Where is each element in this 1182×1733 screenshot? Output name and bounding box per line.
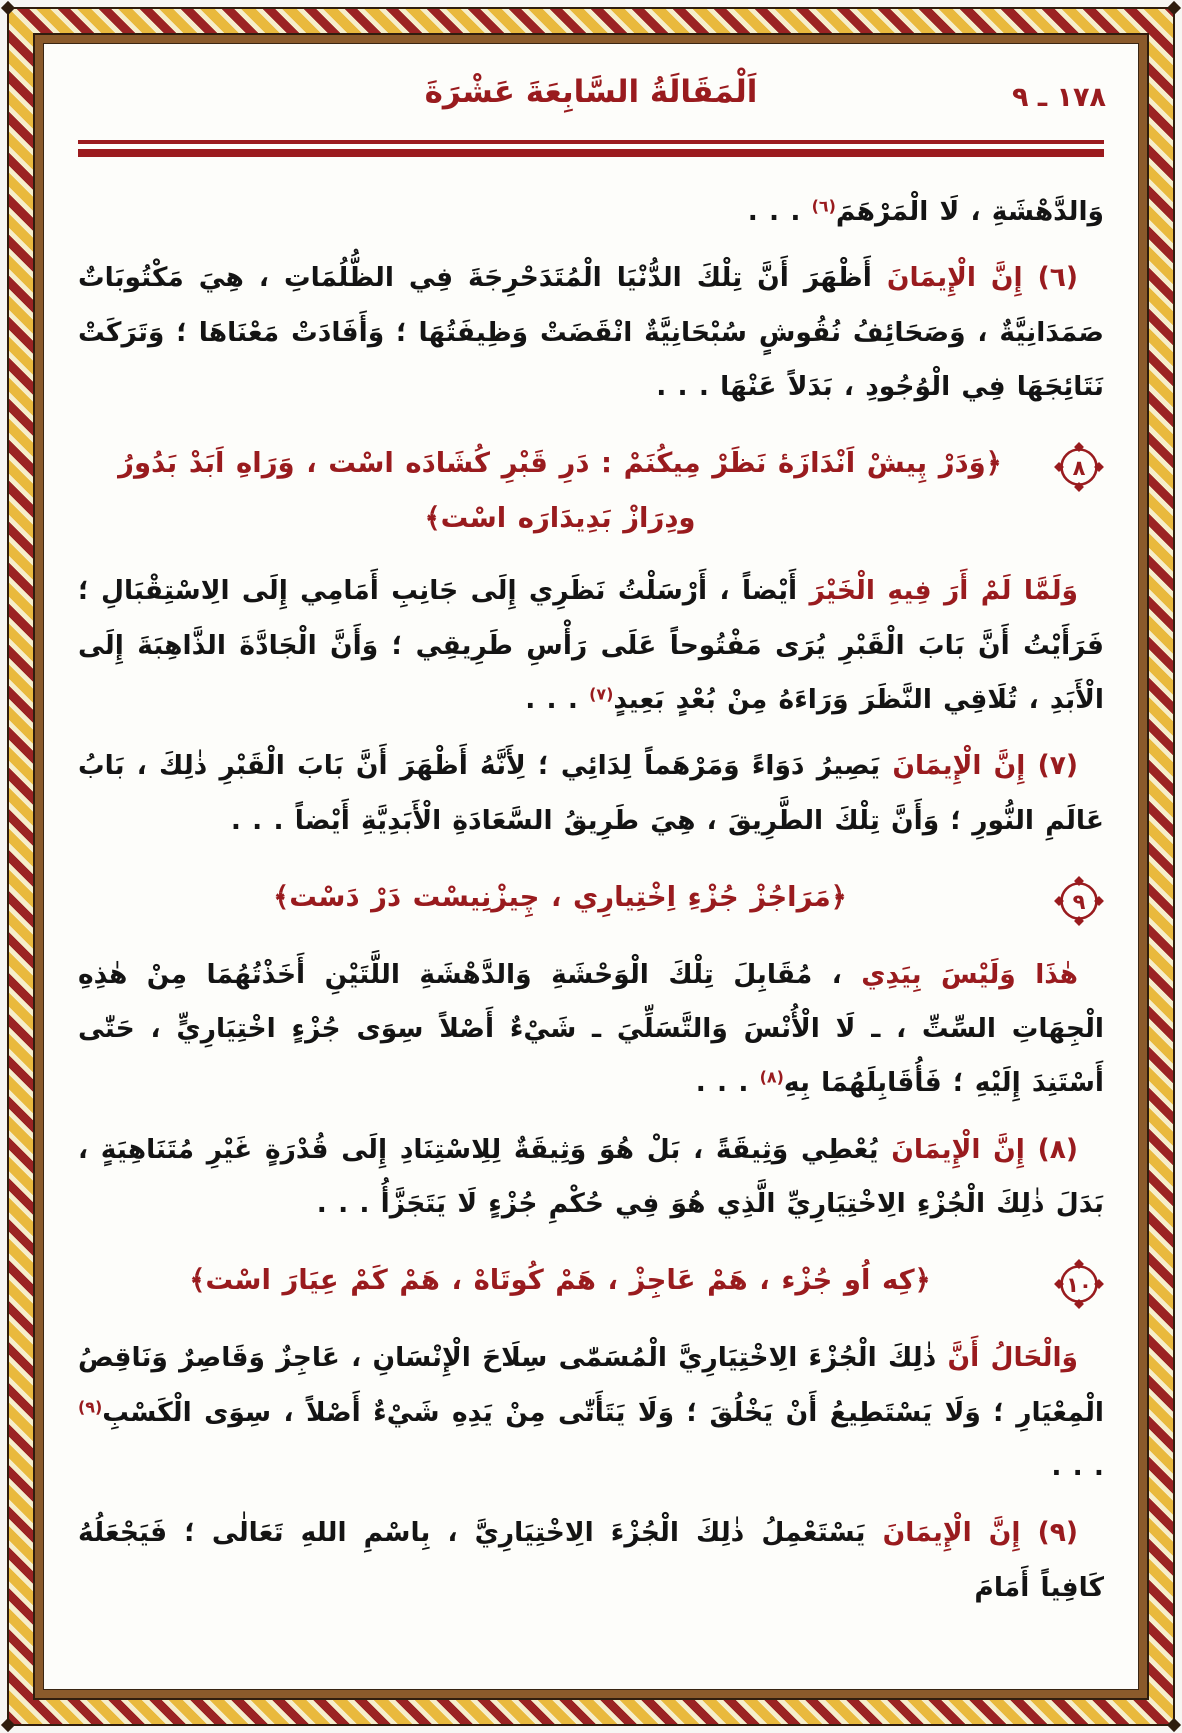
body-text: يَصِيرُ دَوَاءً وَمَرْهَماً لِدَائِي ؛ لِأَنَّهُ أَظْهَرَ أَنَّ بَابَ الْقَبْرِ ذٰلِكَ ، بَابُ عَالَمِ النُّورِ ؛ وَأَنَّ تِلْكَ الطَّرِيقَ ، هِيَ طَرِيقُ السَّعَادَةِ الْأَبَدِيَّةِ أَيْضاً . . . xyxy=(78,750,1104,836)
body-paragraph xyxy=(78,739,1104,848)
verse-block xyxy=(78,1253,1104,1313)
divider-thick-rule xyxy=(78,149,1104,157)
verse-text: ﴿مَرَاجُزْ جُزْءِ اِخْتِيارِي ، چِيزْنِيسْت دَرْ دَسْت﴾ xyxy=(273,880,847,913)
verse-text: ﴿كِه اُو جُزْء ، هَمْ عَاجِزْ ، هَمْ كُوتَاهْ ، هَمْ كَمْ عِيَارَ اسْت﴾ xyxy=(189,1264,931,1297)
page-title: اَلْمَقَالَةُ السَّابِعَةَ عَشْرَةَ xyxy=(424,74,758,110)
highlight-text: هٰذَا وَلَيْسَ بِيَدِي xyxy=(841,958,1078,990)
highlight-text: (٨) إِنَّ الْإِيمَانَ xyxy=(878,1133,1079,1165)
highlight-text: (٧) إِنَّ الْإِيمَانَ xyxy=(880,750,1078,782)
body-text: . . . xyxy=(695,1067,760,1099)
highlight-text: (٩) إِنَّ الْإِيمَانَ xyxy=(865,1517,1079,1549)
body-paragraph xyxy=(78,1506,1104,1615)
body-content xyxy=(78,173,1104,1671)
verse-number-medallion-icon xyxy=(1054,1259,1104,1309)
body-paragraph xyxy=(78,564,1104,727)
body-text: ذٰلِكَ الْجُزْءَ الِاخْتِيَارِيَّ الْمُسَمّٰى سِلَاحَ الْإِنْسَانِ ، عَاجِزٌ وَقَاصِرٌ وَنَاقِصُ الْمِعْيَارِ ؛ وَلَا يَسْتَطِيعُ أَنْ يَخْلُقَ ؛ وَلَا يَتَأَتّٰى مِنْ يَدِهِ شَيْءٌ أَصْلاً ، سِوَى الْكَسْبِ xyxy=(78,1342,1104,1428)
svg-text:٨: ٨ xyxy=(1072,456,1086,481)
body-text: . . . xyxy=(747,196,812,227)
verse-number-medallion-icon xyxy=(1054,442,1104,492)
verse-medallion xyxy=(1054,442,1104,496)
body-text: أَيْضاً ، أَرْسَلْتُ نَظَرِي إِلَى جَانِبِ أَمَامِي إِلَى الِاسْتِقْبَالِ ؛ فَرَأَيْتُ أَنَّ بَابَ الْقَبْرِ يُرَى مَفْتُوحاً عَلَى رَأْسِ طَرِيقِي ؛ وَأَنَّ الْجَادَّةَ الذَّاهِبَةَ إِلَى الْأَبَدِ ، تُلَاقِي النَّظَرَ وَرَاءَهُ مِنْ بُعْدٍ بَعِيدٍ xyxy=(78,575,1104,715)
body-text: يُعْطِي وَثِيقَةً ، بَلْ هُوَ وَثِيقَةٌ لِلِاسْتِنَادِ إِلَى قُدْرَةٍ غَيْرِ مُتَنَاهِيَةٍ ، بَدَلَ ذٰلِكَ الْجُزْءِ الِاخْتِيَارِيِّ الَّذِي هُوَ فِي حُكْمِ جُزْءٍ لَا يَتَجَزَّأُ . . . xyxy=(78,1133,1104,1220)
body-text: يَسْتَعْمِلُ ذٰلِكَ الْجُزْءَ الِاخْتِيَارِيَّ ، بِاسْمِ اللهِ تَعَالٰى ؛ فَيَجْعَلُهُ كَافِياً أَمَامَ xyxy=(78,1517,1104,1603)
divider-thin-rule xyxy=(78,140,1104,144)
verse-medallion xyxy=(1054,1259,1104,1313)
body-paragraph xyxy=(78,1123,1104,1232)
verse-medallion xyxy=(1054,876,1104,930)
body-text: . . . xyxy=(1051,1451,1104,1482)
body-text: . . . xyxy=(525,683,590,715)
highlight-text: وَالْحَالُ أَنَّ xyxy=(936,1342,1079,1374)
footnote-ref: (٦) xyxy=(811,196,836,216)
page-sheet xyxy=(43,43,1139,1690)
svg-text:٩: ٩ xyxy=(1072,889,1086,914)
page-number: ١٧٨ ـ ٩ xyxy=(1012,82,1106,113)
svg-text:١٠: ١٠ xyxy=(1066,1273,1092,1298)
verse-text: ﴿وَدَرْ پِيشْ اَنْدَازَهٔ نَظَرْ مِيكُنَمْ : دَرِ قَبْرِ كُشَادَه اسْت ، وَرَاهِ اَبَدْ بَدُورُ ودِرَازْ بَدِيدَارَه اسْت﴾ xyxy=(118,447,1002,535)
highlight-text: وَلَمَّا لَمْ أَرَ فِيهِ الْخَيْرَ xyxy=(797,575,1078,607)
footnote-ref: (٨) xyxy=(759,1067,784,1087)
body-paragraph xyxy=(78,251,1104,414)
verse-block xyxy=(78,870,1104,930)
verse-number-medallion-icon xyxy=(1054,876,1104,926)
highlight-text: (٦) إِنَّ الْإِيمَانَ xyxy=(871,262,1078,294)
header-divider xyxy=(78,140,1104,157)
footnote-ref: (٩) xyxy=(78,1396,103,1416)
body-text: أَظْهَرَ أَنَّ تِلْكَ الدُّنْيَا الْمُتَدَحْرِجَةَ فِي الظُّلُمَاتِ ، هِيَ مَكْتُوبَاتٌ صَمَدَانِيَّةٌ ، وَصَحَائِفُ نُقُوشٍ سُبْحَانِيَّةٌ انْقَضَتْ وَظِيفَتُهَا ؛ وَأَفَادَتْ مَعْنَاهَا ؛ وَتَرَكَتْ نَتَائِجَهَا فِي الْوُجُودِ ، بَدَلاً عَنْهَا . . . xyxy=(78,262,1104,402)
page-header xyxy=(78,66,1104,130)
verse-block xyxy=(78,436,1104,546)
body-text: ، مُقَابِلَ تِلْكَ الْوَحْشَةِ وَالدَّهْشَةِ اللَّتَيْنِ أَخَذْتُهُمَا مِنْ هٰذِهِ الْجِهَاتِ السِّتِّ ، ـ لَا الْأُنْسَ وَالتَّسَلِّيَ ـ شَيْءٌ أَصْلاً سِوَى جُزْءٍ اخْتِيَارِيٍّ ، حَتّٰى أَسْتَنِدَ إِلَيْهِ ؛ فَأُقَابِلَهُمَا بِهِ xyxy=(78,958,1104,1099)
body-paragraph xyxy=(78,948,1104,1111)
body-text: وَالدَّهْشَةِ ، لَا الْمَرْهَمَ xyxy=(835,196,1104,227)
footnote-ref: (٧) xyxy=(589,684,614,704)
body-paragraph xyxy=(78,1331,1104,1494)
body-paragraph xyxy=(78,185,1104,239)
